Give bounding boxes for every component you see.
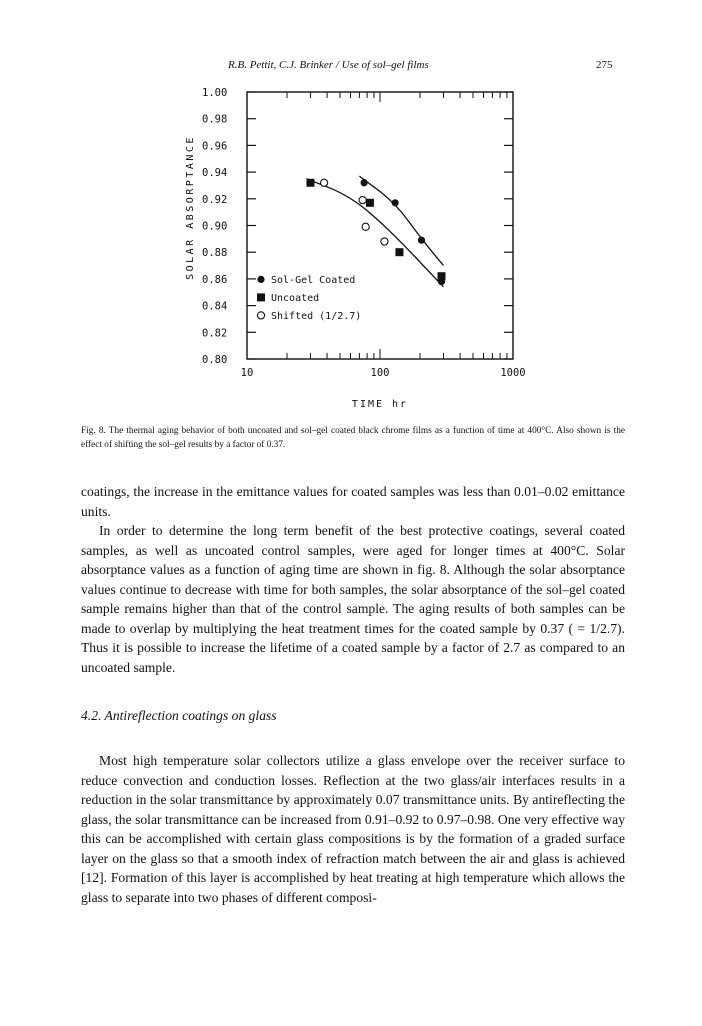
data-point: [366, 199, 374, 207]
running-title: R.B. Pettit, C.J. Brinker / Use of sol–gel films: [228, 59, 429, 71]
page-number: 275: [596, 59, 613, 71]
data-point: [361, 179, 368, 186]
data-point: [362, 223, 369, 230]
y-tick-label: 0.84: [202, 300, 228, 313]
y-tick-label: 0.96: [202, 140, 228, 153]
y-tick-label: 1.00: [202, 87, 228, 99]
x-tick-label: 1000: [500, 367, 526, 379]
data-point: [359, 197, 366, 204]
data-point: [306, 179, 314, 187]
y-tick-label: 0.90: [202, 220, 228, 233]
legend-label: Sol-Gel Coated: [271, 274, 356, 286]
body-paragraph-3: Most high temperature solar collectors utilize a glass envelope over the receiver surface to reduce convection and conduction losses. Reflection at the two glass/air interfaces results in a reduction in the solar transmittance by approximately 0.07 transmittance units. By antireflecting the glass, the solar transmittance can be increased from 0.91–0.92 to 0.97–0.98. One very effective way this can be accomplished with certain glass compositions is by the formation of a graded surface layer on the glass so that a smooth index of refraction match between the air and glass is achieved [12]. Formation of this layer is accomplished by heat treating at high temperature which allows the glass to separate into two phases of different composi-: [81, 753, 625, 905]
x-tick-label: 10: [240, 367, 254, 379]
figure-caption: Fig. 8. The thermal aging behavior of both uncoated and sol–gel coated black chrome films as a function of time at 400°C. Also shown is the effect of shifting the sol–gel results by a factor of 0.37.: [81, 426, 625, 450]
y-tick-label: 0.88: [202, 247, 228, 260]
body-paragraph-2: In order to determine the long term benefit of the best protective coatings, several coated samples, as well as uncoated control samples, were aged for longer times at 400°C. Solar absorptance values as a function of aging time are shown in fig. 8. Although the solar absorptance values continue to decrease with time for both samples, the solar absorptance of the sol–gel coated sample remains higher than that of the control sample. The aging results of both samples can be made to overlap by multiplying the heat treatment times for the coated sample by 0.37 ( = 1/2.7). Thus it is possible to increase the lifetime of a coated sample by a factor of 2.7 as compared to an uncoated sample.: [81, 523, 625, 675]
y-tick-label: 0.80: [202, 354, 228, 366]
x-tick-label: 100: [370, 367, 390, 379]
y-tick-label: 0.82: [202, 327, 228, 340]
absorptance-chart: [170, 76, 530, 416]
body-paragraph-1: coatings, the increase in the emittance values for coated samples was less than 0.01–0.02 emittance units.: [81, 484, 625, 519]
legend-label: Shifted (1/2.7): [271, 310, 362, 322]
data-point: [395, 248, 403, 256]
data-point: [437, 272, 445, 280]
legend-label: Uncoated: [271, 292, 320, 304]
y-tick-label: 0.92: [202, 193, 228, 206]
fit-curve: [306, 179, 443, 287]
data-point: [381, 238, 388, 245]
y-tick-label: 0.94: [202, 167, 228, 180]
section-heading: 4.2. Antireflection coatings on glass: [81, 708, 277, 723]
y-tick-label: 0.98: [202, 113, 228, 126]
legend-marker: [257, 293, 265, 301]
data-point: [418, 237, 425, 244]
data-point: [392, 199, 399, 206]
y-tick-label: 0.86: [202, 273, 228, 286]
legend-marker: [257, 312, 264, 319]
legend-marker: [257, 276, 264, 283]
figure-8: [170, 76, 530, 421]
data-point: [321, 179, 328, 186]
x-axis-title: TIME hr: [351, 399, 409, 410]
y-axis-title: SOLAR ABSORPTANCE: [185, 135, 196, 280]
